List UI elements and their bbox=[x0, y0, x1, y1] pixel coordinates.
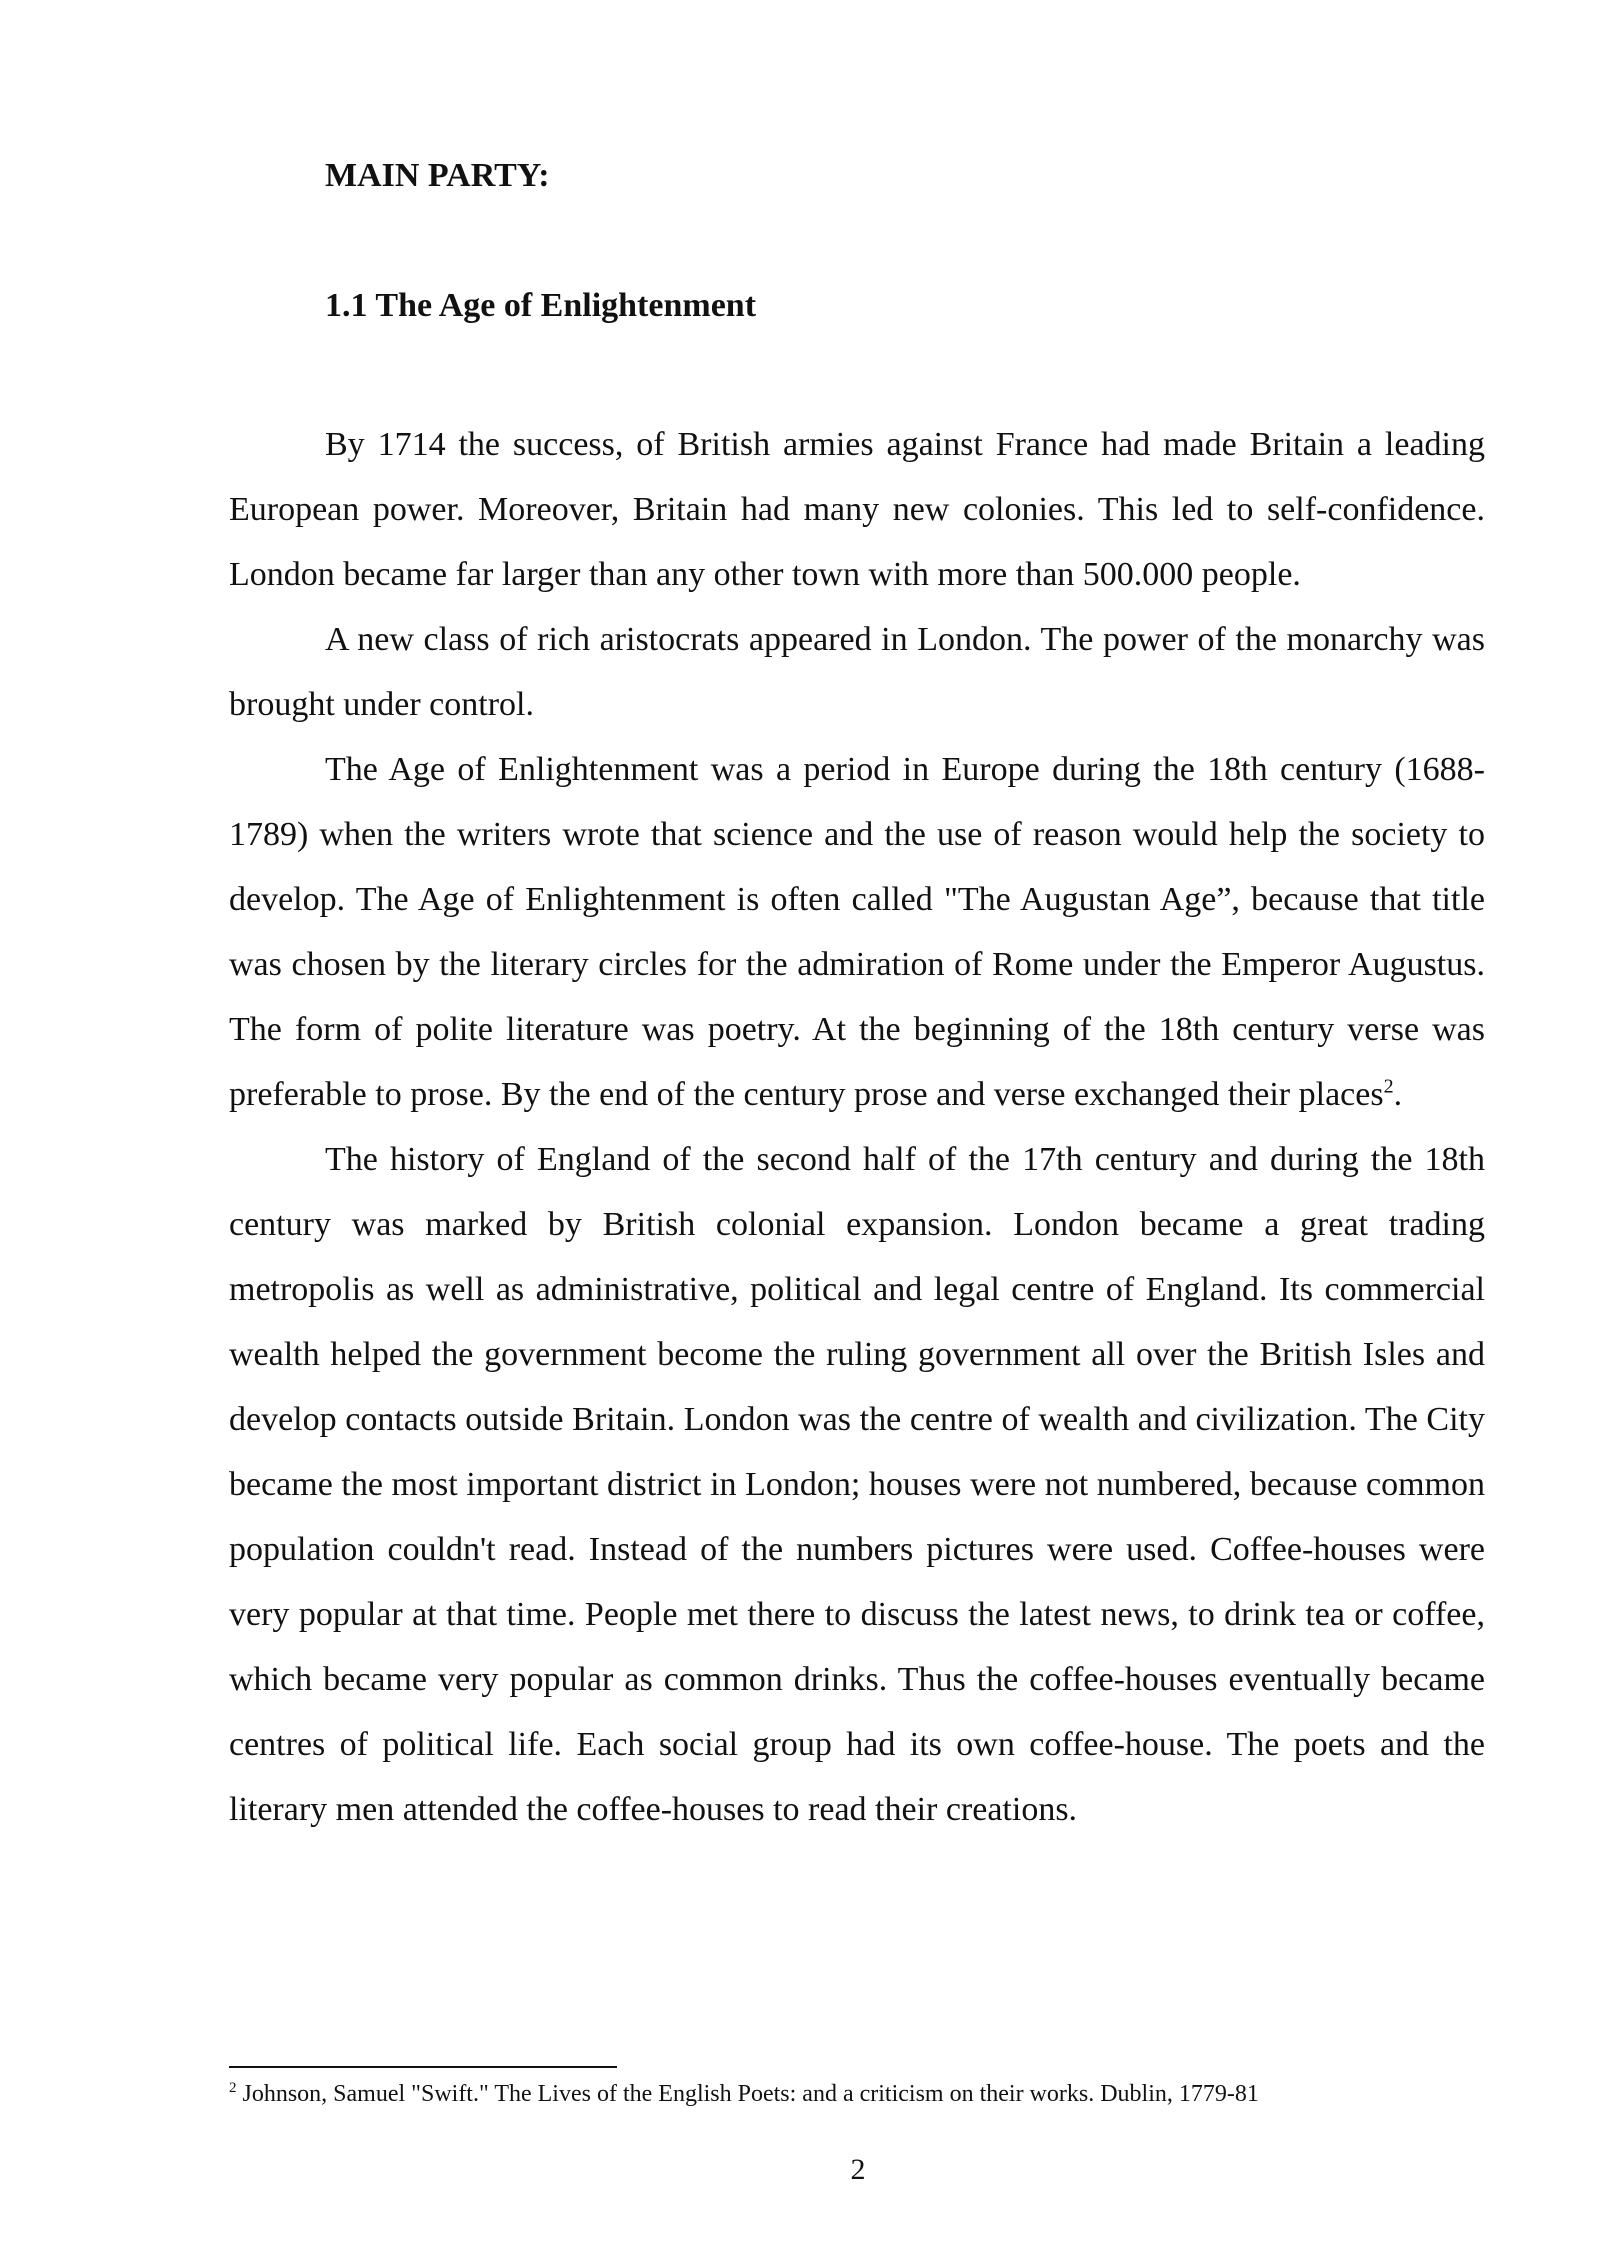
body-text bbox=[229, 412, 1485, 1842]
footnote bbox=[229, 2079, 1529, 2109]
paragraph-2 bbox=[229, 607, 1485, 737]
footnote-marker: 2 bbox=[229, 2080, 237, 2096]
paragraph-3 bbox=[229, 737, 1485, 1127]
paragraph-text: The history of England of the second half of the 17th century and during the 18th century was marked by British colonial expansion. London became a great trading metropolis as well as administrative, political and legal centre of England. Its commercial wealth helped the government become the ruling government all over the British Isles and develop contacts outside Britain. London was the centre of wealth and civilization. The City became the most important district in London; houses were not numbered, because common population couldn't read. Instead of the numbers pictures were used. Coffee-houses were very popular at that time. People met there to discuss the latest news, to drink tea or coffee, which became very popular as common drinks. Thus the coffee-houses eventually became centres of political life. Each social group had its own coffee-house. The poets and the literary men attended the coffee-houses to read their creations. bbox=[229, 1141, 1485, 1828]
section-heading: 1.1 The Age of Enlightenment bbox=[325, 287, 757, 324]
footnote-reference[interactable]: 2 bbox=[1383, 1075, 1394, 1098]
paragraph-4 bbox=[229, 1127, 1485, 1842]
paragraph-text: By 1714 the success, of British armies against France had made Britain a leading European power. Moreover, Britain had many new colonies. This led to self-confidence. London became far larger than any other town with more than 500.000 people. bbox=[229, 426, 1485, 593]
paragraph-text: A new class of rich aristocrats appeared in London. The power of the monarchy was brought under control. bbox=[229, 621, 1485, 723]
paragraph-trailing-punctuation: . bbox=[1393, 1076, 1403, 1113]
main-heading: MAIN PARTY: bbox=[325, 157, 550, 194]
footnote-text: Johnson, Samuel "Swift." The Lives of the English Poets: and a criticism on their works. Dublin, 1779-81 bbox=[236, 2081, 1259, 2107]
footnote-separator bbox=[229, 2066, 617, 2068]
page-number: 2 bbox=[850, 2153, 866, 2186]
paragraph-1 bbox=[229, 412, 1485, 607]
paragraph-text: The Age of Enlightenment was a period in Europe during the 18th century (1688-1789) when the writers wrote that science and the use of reason would help the society to develop. The Age of Enlightenment is often called "The Augustan Age”, because that title was chosen by the literary circles for the admiration of Rome under the Emperor Augustus. The form of polite literature was poetry. At the beginning of the 18th century verse was preferable to prose. By the end of the century prose and verse exchanged their places bbox=[229, 751, 1485, 1113]
